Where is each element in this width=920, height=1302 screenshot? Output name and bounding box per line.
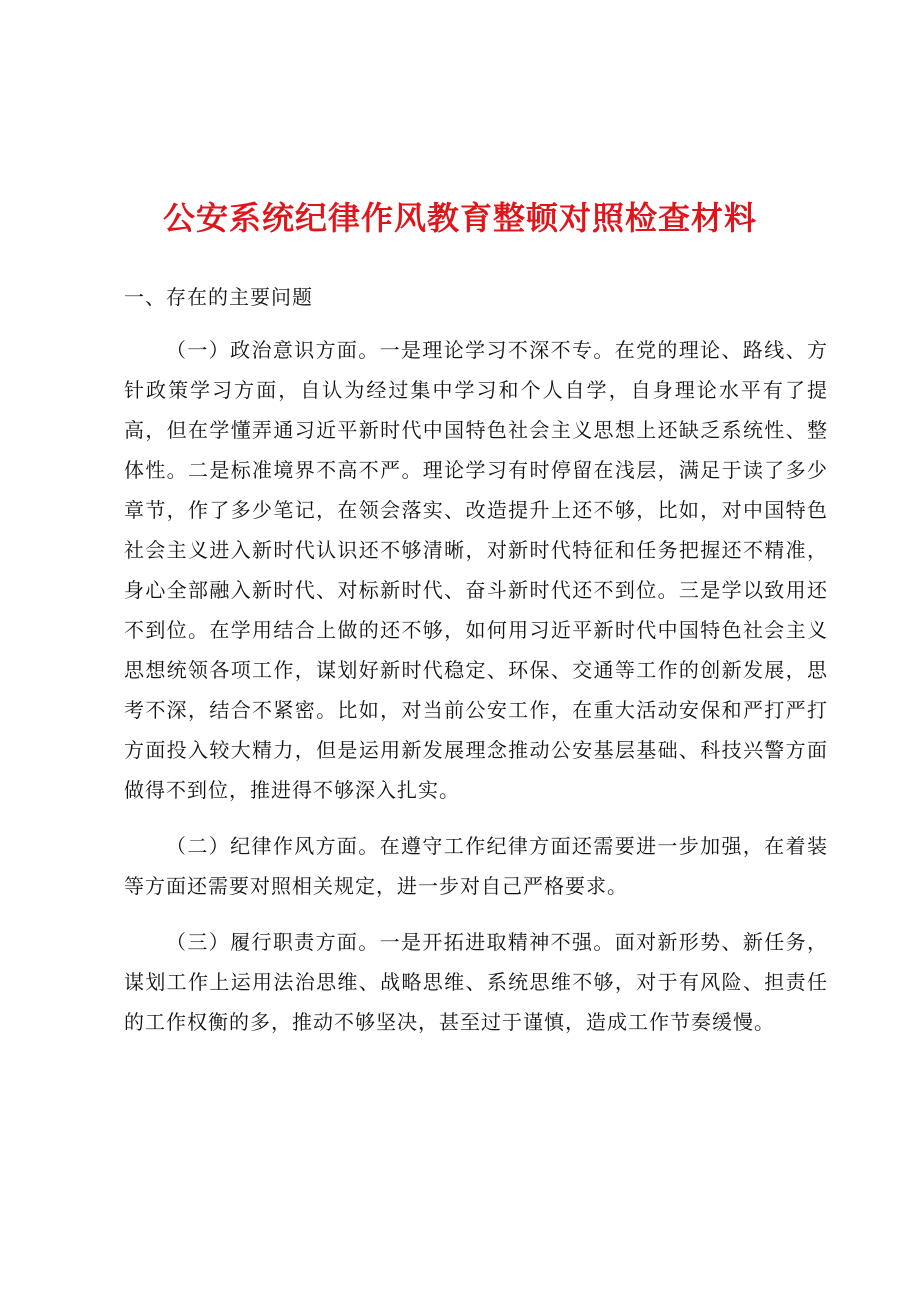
paragraph-duty-performance: （三）履行职责方面。一是开拓进取精神不强。面对新形势、新任务，谋划工作上运用法治思维、战略思维、系统思维不够，对于有风险、担责任的工作权衡的多，推动不够坚决，甚至过于谨慎，造成工作节奏缓慢。 [124, 930, 828, 1034]
paragraph-discipline-style: （二）纪律作风方面。在遵守工作纪律方面还需要进一步加强，在着装等方面还需要对照相关规定，进一步对自己严格要求。 [124, 834, 828, 898]
document-title: 公安系统纪律作风教育整顿对照检查材料 [162, 199, 757, 237]
document-body [124, 284, 828, 1058]
paragraph-political-awareness: （一）政治意识方面。一是理论学习不深不专。在党的理论、路线、方针政策学习方面，自认为经过集中学习和个人自学，自身理论水平有了提高，但在学懂弄通习近平新时代中国特色社会主义思想上还缺乏系统性、整体性。二是标准境界不高不严。理论学习有时停留在浅层，满足于读了多少章节，作了多少笔记，在领会落实、改造提升上还不够，比如，对中国特色社会主义进入新时代认识还不够清晰，对新时代特征和任务把握还不精准，身心全部融入新时代、对标新时代、奋斗新时代还不到位。三是学以致用还不到位。在学用结合上做的还不够，如何用习近平新时代中国特色社会主义思想统领各项工作，谋划好新时代稳定、环保、交通等工作的创新发展，思考不深，结合不紧密。比如，对当前公安工作，在重大活动安保和严打严打方面投入较大精力，但是运用新发展理念推动公安基层基础、科技兴警方面做得不到位，推进得不够深入扎实。 [124, 338, 828, 802]
section-heading: 一、存在的主要问题 [124, 285, 313, 309]
